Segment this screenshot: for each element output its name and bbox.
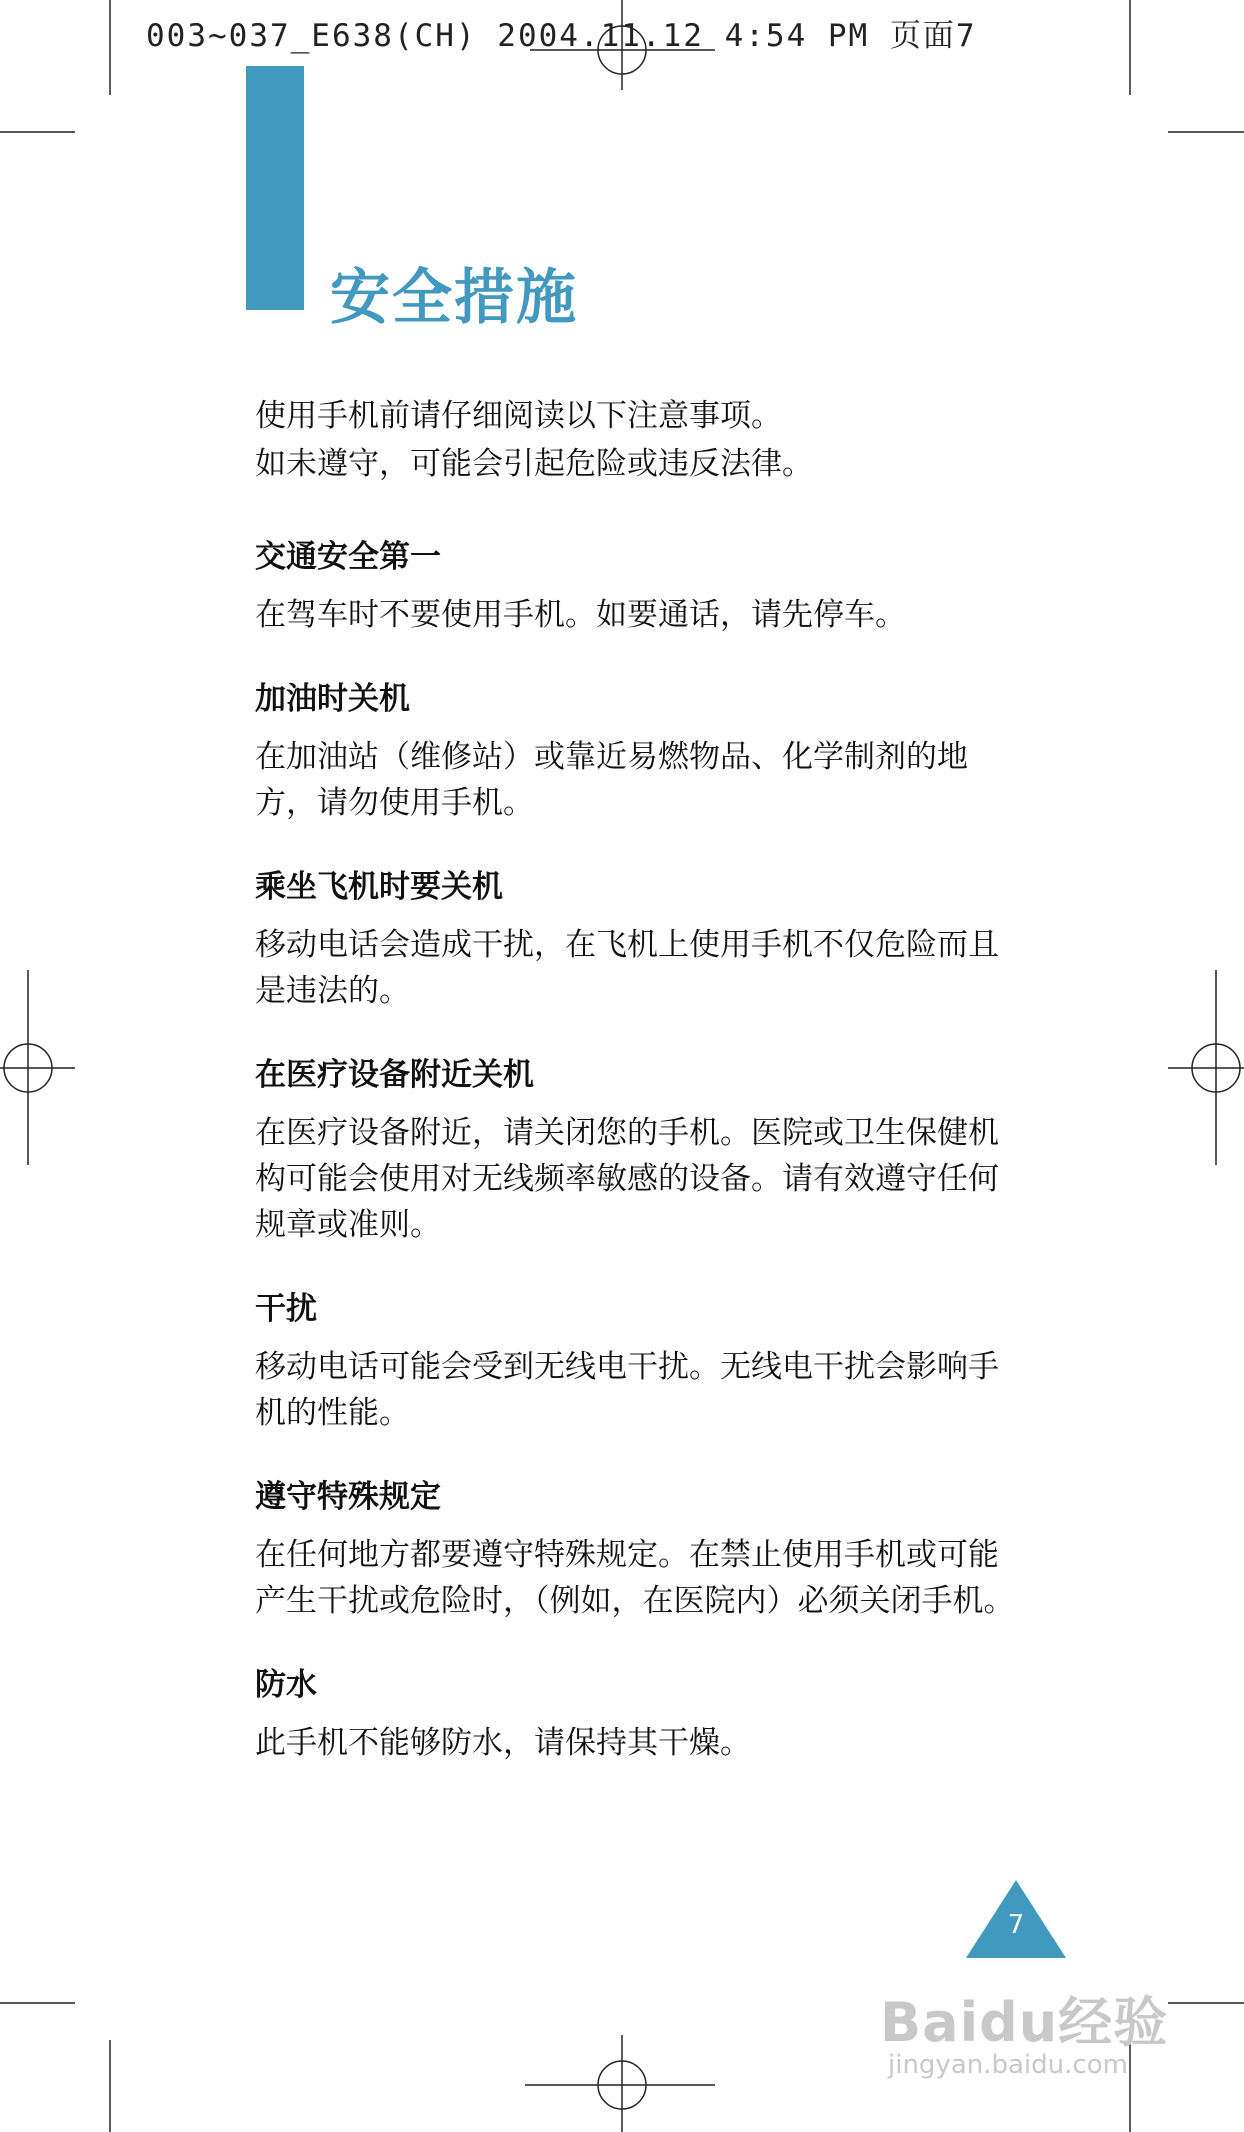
intro-line: 如未遵守，可能会引起危险或违反法律。 xyxy=(255,446,813,482)
section-heading: 防水 xyxy=(255,1667,317,1703)
section-heading: 加油时关机 xyxy=(255,681,410,717)
section-body: 移动电话会造成干扰，在飞机上使用手机不仅危险而且是违法的。 xyxy=(255,927,999,1009)
section-body: 在医疗设备附近，请关闭您的手机。医院或卫生保健机构可能会使用对无线频率敏感的设备。请有效遵守任何规章或准则。 xyxy=(255,1115,999,1243)
section-heading: 交通安全第一 xyxy=(255,539,441,575)
watermark-logo: Baidu经验 xyxy=(880,1991,1169,2054)
watermark-url: jingyan.baidu.com xyxy=(888,2050,1128,2080)
section-special-regulations xyxy=(255,1476,1015,1624)
section-water-resistance xyxy=(255,1664,1015,1766)
section-medical xyxy=(255,1054,1015,1248)
content xyxy=(255,392,1015,1806)
section-body: 此手机不能够防水，请保持其干燥。 xyxy=(255,1725,751,1761)
page-number: 7 xyxy=(1007,1910,1025,1940)
section-heading: 乘坐飞机时要关机 xyxy=(255,869,503,905)
section-body: 在加油站（维修站）或靠近易燃物品、化学制剂的地方，请勿使用手机。 xyxy=(255,739,968,821)
section-aircraft xyxy=(255,866,1015,1014)
section-interference xyxy=(255,1288,1015,1436)
print-header: 003~037_E638(CH) 2004.11.12 4:54 PM 页面7 xyxy=(146,18,977,54)
section-refueling xyxy=(255,678,1015,826)
page-title: 安全措施 xyxy=(330,263,578,333)
section-body: 在驾车时不要使用手机。如要通话，请先停车。 xyxy=(255,597,906,633)
section-traffic-safety xyxy=(255,536,1015,638)
section-body: 移动电话可能会受到无线电干扰。无线电干扰会影响手机的性能。 xyxy=(255,1349,999,1431)
section-body: 在任何地方都要遵守特殊规定。在禁止使用手机或可能产生干扰或危险时，（例如，在医院内）必须关闭手机。 xyxy=(255,1537,1015,1619)
intro xyxy=(255,392,1015,488)
section-heading: 遵守特殊规定 xyxy=(255,1479,441,1515)
section-heading: 在医疗设备附近关机 xyxy=(255,1057,534,1093)
intro-line: 使用手机前请仔细阅读以下注意事项。 xyxy=(255,398,782,434)
section-heading: 干扰 xyxy=(255,1291,317,1327)
title-accent-bar xyxy=(246,66,304,310)
